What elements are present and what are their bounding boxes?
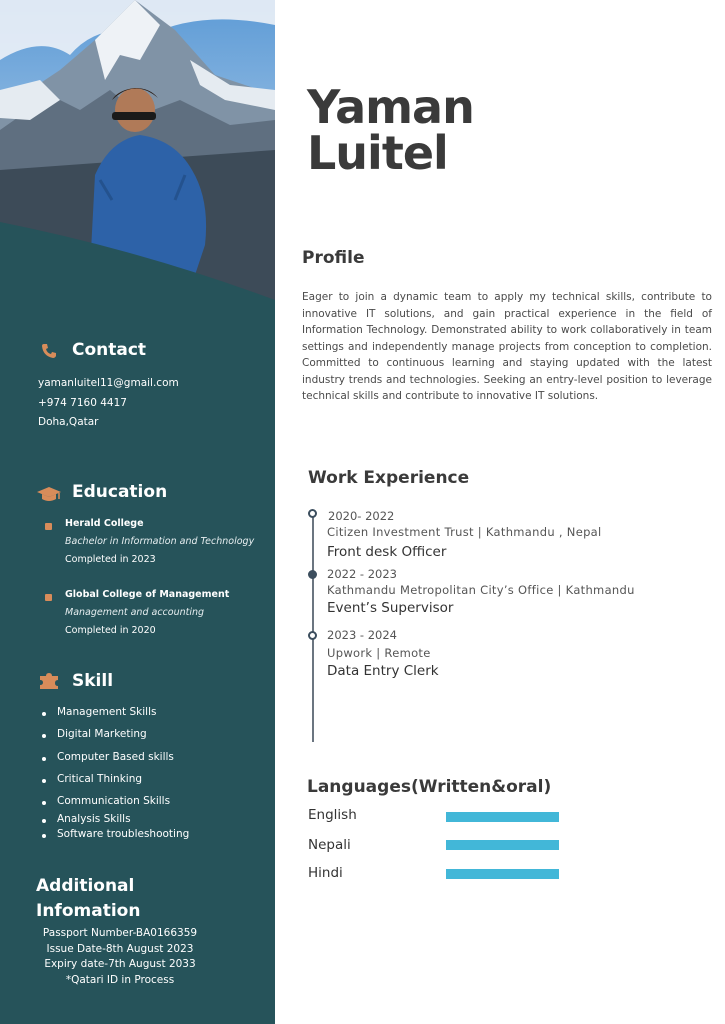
work-experience-heading: Work Experience bbox=[308, 468, 470, 488]
skill-list bbox=[38, 706, 189, 844]
education-degree-1: Bachelor in Information and Technology bbox=[65, 536, 255, 547]
education-heading: Education bbox=[72, 482, 168, 502]
language-name: Nepali bbox=[308, 837, 351, 853]
education-bullet bbox=[45, 594, 52, 601]
language-name: Hindi bbox=[308, 865, 343, 881]
work-role-1: Front desk Officer bbox=[327, 544, 447, 560]
work-org-1: Citizen Investment Trust | Kathmandu , Nepal bbox=[327, 525, 602, 539]
education-status-1: Completed in 2023 bbox=[65, 554, 156, 565]
work-dates-3: 2023 - 2024 bbox=[327, 628, 397, 642]
language-level-bar bbox=[446, 812, 559, 822]
passport-number: Passport Number-BA0166359 bbox=[42, 927, 198, 939]
contact-heading: Contact bbox=[72, 340, 147, 360]
qatari-id-note: *Qatari ID in Process bbox=[65, 973, 175, 986]
contact-email[interactable]: yamanluitel11@gmail.com bbox=[38, 377, 179, 389]
timeline-dot bbox=[308, 631, 317, 640]
expiry-date: Expiry date-7th August 2033 bbox=[44, 958, 196, 970]
puzzle-icon bbox=[38, 672, 60, 690]
last-name: Luitel bbox=[307, 126, 448, 180]
timeline-dot bbox=[308, 509, 317, 518]
language-name: English bbox=[308, 807, 357, 823]
language-level-bar bbox=[446, 840, 559, 850]
timeline-dot bbox=[308, 570, 317, 579]
full-name bbox=[307, 80, 474, 180]
issue-date: Issue Date-8th August 2023 bbox=[46, 942, 194, 955]
education-bullet bbox=[45, 523, 52, 530]
education-status-2: Completed in 2020 bbox=[65, 625, 156, 636]
contact-phone[interactable]: +974 7160 4417 bbox=[38, 397, 127, 409]
skill-item: Digital Marketing bbox=[38, 728, 189, 751]
skill-item: Management Skills bbox=[38, 706, 189, 728]
graduation-cap-icon bbox=[36, 485, 62, 503]
profile-heading: Profile bbox=[302, 248, 365, 268]
languages-heading: Languages(Written&oral) bbox=[307, 777, 552, 797]
profile-photo bbox=[0, 0, 275, 300]
profile-text: Eager to join a dynamic team to apply my technical skills, contribute to innovative IT solutions, and gain practical experience in the field of Information Technology. Demonstrated ability to work collaboratively in team settings and independently manage projects from conception to completion. Committed to continuous learning and staying updated with the latest industry trends and technologies. Seeking an entry-level position to leverage technical skills and contribute to innovative IT solutions. bbox=[302, 291, 712, 402]
work-dates-2: 2022 - 2023 bbox=[327, 567, 397, 581]
phone-icon bbox=[40, 342, 58, 360]
first-name: Yaman bbox=[307, 80, 474, 134]
skill-item: Computer Based skills bbox=[38, 751, 189, 773]
education-school-2: Global College of Management bbox=[65, 589, 230, 600]
skill-item: Critical Thinking bbox=[38, 773, 189, 795]
work-org-2: Kathmandu Metropolitan City’s Office | Kathmandu bbox=[327, 583, 635, 597]
timeline-line bbox=[312, 514, 314, 742]
education-degree-2: Management and accounting bbox=[65, 607, 205, 618]
skill-item: Software troubleshooting bbox=[38, 828, 189, 844]
additional-heading-line1: Additional bbox=[36, 876, 135, 896]
contact-location: Doha,Qatar bbox=[38, 416, 99, 428]
work-org-3: Upwork | Remote bbox=[327, 646, 431, 660]
work-role-2: Event’s Supervisor bbox=[327, 600, 454, 616]
work-role-3: Data Entry Clerk bbox=[327, 663, 439, 679]
skill-item: Analysis Skills bbox=[38, 813, 189, 828]
sidebar bbox=[0, 0, 275, 1024]
skill-item: Communication Skills bbox=[38, 795, 189, 813]
skill-heading: Skill bbox=[72, 671, 114, 691]
work-dates-1: 2020- 2022 bbox=[328, 509, 395, 523]
additional-heading-line2: Infomation bbox=[36, 901, 141, 921]
additional-info bbox=[0, 926, 240, 988]
language-level-bar bbox=[446, 869, 559, 879]
education-school-1: Herald College bbox=[65, 518, 144, 529]
